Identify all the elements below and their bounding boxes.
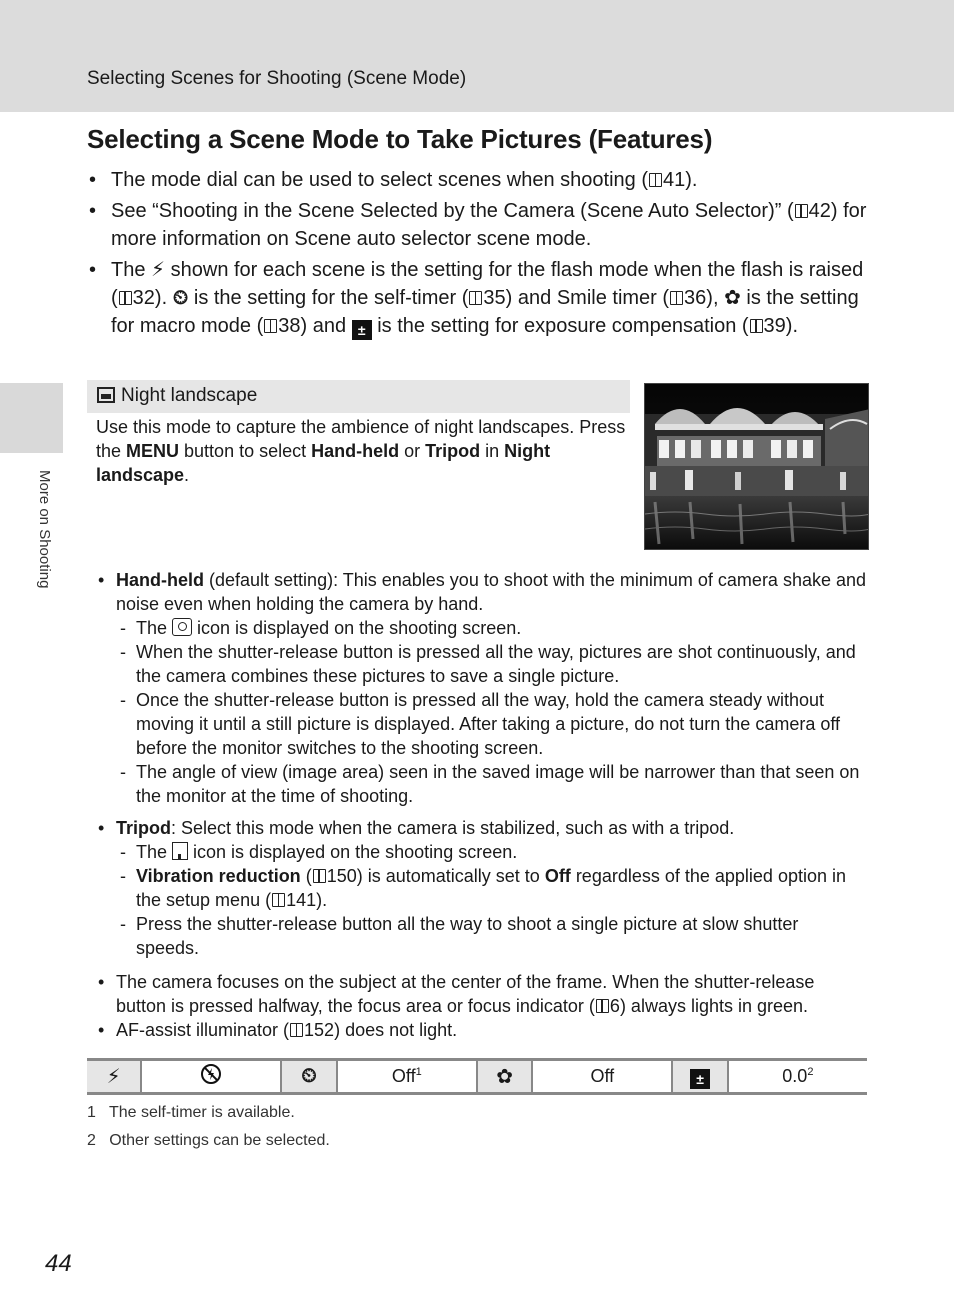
night-landscape-icon xyxy=(97,387,115,403)
self-timer-header xyxy=(281,1060,336,1094)
chapter-tab xyxy=(0,383,63,453)
exposure-compensation-icon: ± xyxy=(352,320,372,340)
hand-held-subitem: - When the shutter-release button is pressed all the way, pictures are shot continuously, and the camera combines these pictures to save a single picture. xyxy=(116,640,866,688)
intro-bullet-scene-auto: • See “Shooting in the Scene Selected by the Camera (Scene Auto Selector)” ( 42) for more information on Scene auto selector scene mode. xyxy=(87,197,867,253)
book-ref-icon xyxy=(290,1023,303,1037)
flash-off-icon xyxy=(200,1063,222,1085)
macro-value: Off xyxy=(532,1060,672,1094)
default-settings-table xyxy=(87,1058,867,1095)
flash-icon: ⚡ xyxy=(106,1066,121,1088)
book-ref-icon xyxy=(313,869,326,883)
tripod-item: • Tripod: Select this mode when the camera is stabilized, such as with a tripod. - The icon is displayed on the shooting screen. - Vibration reduction ( 150) is automatically set to Off regardless of the applied option in the setup menu ( 141). - Press the shutter-release button all the way to shoot a single picture at slow shutter speeds. xyxy=(96,816,866,960)
self-timer-icon: ⏲ xyxy=(172,287,189,309)
macro-icon: ✿ xyxy=(724,287,741,309)
book-ref-icon xyxy=(596,999,609,1013)
focus-item: • The camera focuses on the subject at the center of the frame. When the shutter-release button is pressed halfway, the focus area or focus indicator ( 6) always lights in green. xyxy=(96,970,866,1018)
tripod-icon xyxy=(172,842,188,860)
hand-held-item: • Hand-held (default setting): This enables you to shoot with the minimum of camera shake and noise even when holding the camera by hand. - The icon is displayed on the shooting screen. - When the shutter-release button is pressed all the way, pictures are shot continuously, and the camera combines these pictures to save a single picture. - Once the shutter-release button is pressed all the way, hold the camera steady without moving it until a still picture is displayed. After taking a picture, do not turn the camera off before the monitor switches to the shooting screen. - The angle of view (image area) seen in the saved image will be narrower than that seen on the monitor at the time of shooting. xyxy=(96,568,866,808)
flash-icon: ⚡ xyxy=(151,259,166,281)
self-timer-value: Off$^1$ xyxy=(337,1060,477,1094)
hand-held-subitem: - The angle of view (image area) seen in the saved image will be narrower than that seen on the monitor at the time of shooting. xyxy=(116,760,866,808)
af-assist-item: • AF-assist illuminator ( 152) does not light. xyxy=(96,1018,866,1042)
macro-header xyxy=(477,1060,532,1094)
page-title: Selecting a Scene Mode to Take Pictures (Features) xyxy=(87,124,713,154)
hand-held-icon xyxy=(172,618,192,636)
book-ref-icon xyxy=(649,173,662,187)
book-ref-icon xyxy=(264,319,277,333)
footnotes xyxy=(87,1099,330,1155)
tripod-subitem: - Vibration reduction ( 150) is automatically set to Off regardless of the applied option in the setup menu ( 141). xyxy=(116,864,866,912)
book-ref-icon xyxy=(469,291,482,305)
night-landscape-illustration xyxy=(645,384,869,550)
footnote-1: 1 The self-timer is available. xyxy=(87,1104,295,1121)
exposure-header xyxy=(672,1060,727,1094)
macro-icon: ✿ xyxy=(496,1066,513,1088)
book-ref-icon xyxy=(119,291,132,305)
detail-list xyxy=(96,568,866,1042)
intro-list xyxy=(87,166,867,343)
running-header: Selecting Scenes for Shooting (Scene Mode) xyxy=(87,68,467,89)
intro-bullet-mode-dial: • The mode dial can be used to select scenes when shooting ( 41). xyxy=(87,166,867,194)
footnote-2: 2 Other settings can be selected. xyxy=(87,1132,330,1149)
flash-mode-value xyxy=(141,1060,281,1094)
book-ref-icon xyxy=(750,319,763,333)
menu-button-label: MENU xyxy=(126,441,180,461)
header-band xyxy=(0,0,954,112)
exposure-compensation-icon: ± xyxy=(690,1069,710,1089)
chapter-tab-label: More on Shooting xyxy=(36,470,53,589)
tripod-subitem: - The icon is displayed on the shooting screen. xyxy=(116,840,866,864)
scene-title: Night landscape xyxy=(121,385,258,406)
night-landscape-photo xyxy=(644,383,869,550)
self-timer-icon: ⏲ xyxy=(301,1065,317,1087)
hand-held-subitem: - Once the shutter-release button is pressed all the way, hold the camera steady without moving it until a still picture is displayed. After taking a picture, do not turn the camera off before the monitor switches to the shooting screen. xyxy=(116,688,866,760)
scene-description: Use this mode to capture the ambience of night landscapes. Press the MENU button to select Hand-held or Tripod in Night landscape. xyxy=(96,417,626,485)
book-ref-icon xyxy=(272,893,285,907)
tripod-subitem: - Press the shutter-release button all the way to shoot a single picture at slow shutter speeds. xyxy=(116,912,866,960)
flash-mode-header xyxy=(87,1060,141,1094)
book-ref-icon xyxy=(670,291,683,305)
book-ref-icon xyxy=(795,204,808,218)
exposure-value: $0.0^2$ xyxy=(728,1060,867,1094)
hand-held-subitem: - The icon is displayed on the shooting screen. xyxy=(116,616,866,640)
page-number: 44 xyxy=(45,1250,72,1277)
intro-bullet-settings: • The ⚡ shown for each scene is the setting for the flash mode when the flash is raised ( 32). ⏲ is the setting for the self-timer ( 35) and Smile timer ( 36), ✿ is the setting for macro mode ( 38) and ± is the setting for exposure compensation ( 39). xyxy=(87,256,867,340)
scene-section-header xyxy=(87,380,630,413)
